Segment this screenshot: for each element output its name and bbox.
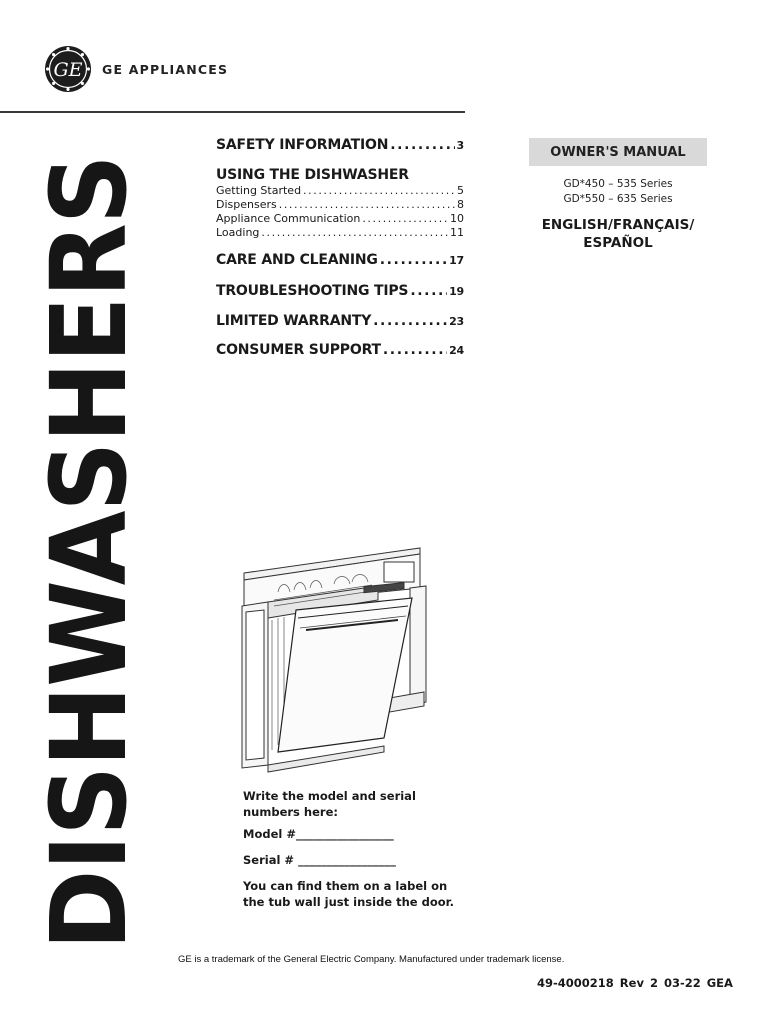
- toc-label: CONSUMER SUPPORT: [216, 342, 381, 358]
- toc-page: 10: [450, 212, 464, 225]
- model-number-field[interactable]: [243, 827, 394, 843]
- instruction-line-1: Write the model and serial: [243, 789, 416, 803]
- record-instruction: [243, 789, 416, 820]
- toc-leader: [261, 226, 448, 239]
- toc-label: Appliance Communication: [216, 212, 361, 225]
- toc-item-appliance-communication[interactable]: [216, 212, 464, 225]
- toc-safety[interactable]: [216, 137, 464, 153]
- toc-limited-warranty[interactable]: [216, 313, 464, 329]
- toc-label: Dispensers: [216, 198, 277, 211]
- instruction-line-2: numbers here:: [243, 804, 338, 819]
- toc-page: 3: [456, 139, 464, 152]
- toc-label: TROUBLESHOOTING TIPS: [216, 283, 409, 299]
- toc-leader: [380, 252, 447, 268]
- toc-page: 11: [450, 226, 464, 239]
- series-line-1: GD*450 – 535 Series: [563, 178, 673, 190]
- toc-page: 23: [449, 315, 464, 328]
- toc-care-and-cleaning[interactable]: [216, 252, 464, 268]
- toc-label: Loading: [216, 226, 260, 239]
- toc-using-heading[interactable]: USING THE DISHWASHER: [216, 167, 409, 183]
- dishwasher-illustration: [238, 540, 428, 775]
- product-category-title: DISHWASHERS: [28, 155, 150, 950]
- model-blank[interactable]: _________________: [295, 827, 394, 841]
- language-line-1: ENGLISH/FRANÇAIS/: [541, 217, 695, 233]
- label-location-note: [243, 879, 454, 910]
- toc-leader: [362, 212, 448, 225]
- toc-label: LIMITED WARRANTY: [216, 313, 372, 329]
- document-number: 49-4000218 Rev 2 03-22 GEA: [537, 976, 733, 990]
- ge-logo: [44, 45, 92, 93]
- model-label: Model #: [243, 827, 296, 841]
- toc-item-loading[interactable]: [216, 226, 464, 239]
- toc-page: 24: [449, 344, 464, 357]
- toc-label: SAFETY INFORMATION: [216, 137, 389, 153]
- serial-number-field[interactable]: [243, 853, 396, 869]
- header-divider: [0, 111, 465, 113]
- toc-troubleshooting[interactable]: [216, 283, 464, 299]
- toc-label: CARE AND CLEANING: [216, 252, 378, 268]
- trademark-notice: GE is a trademark of the General Electric Company. Manufactured under trademark license.: [178, 954, 565, 965]
- brand-name: GE APPLIANCES: [102, 62, 229, 77]
- note-line-2: the tub wall just inside the door.: [243, 894, 455, 909]
- toc-item-getting-started[interactable]: [216, 184, 464, 197]
- toc-leader: [383, 342, 447, 358]
- toc-consumer-support[interactable]: [216, 342, 464, 358]
- toc-page: 5: [457, 184, 464, 197]
- toc-page: 17: [449, 254, 464, 267]
- toc-leader: [279, 198, 455, 211]
- language-line-2: ESPAÑOL: [583, 235, 653, 252]
- toc-leader: [410, 283, 447, 299]
- language-list: [520, 216, 716, 252]
- serial-label: Serial #: [243, 853, 295, 867]
- owners-manual-banner: OWNER'S MANUAL: [529, 138, 707, 166]
- toc-leader: [373, 313, 447, 329]
- logo-text: GE: [53, 59, 83, 81]
- toc-leader: [303, 184, 455, 197]
- series-line-2: GD*550 – 635 Series: [563, 193, 673, 205]
- toc-label: Getting Started: [216, 184, 302, 197]
- toc-leader: [390, 137, 454, 153]
- toc-page: 8: [457, 198, 464, 211]
- note-line-1: You can find them on a label on: [243, 879, 448, 893]
- toc-page: 19: [449, 285, 464, 298]
- toc-item-dispensers[interactable]: [216, 198, 464, 211]
- serial-blank[interactable]: _________________: [298, 853, 396, 867]
